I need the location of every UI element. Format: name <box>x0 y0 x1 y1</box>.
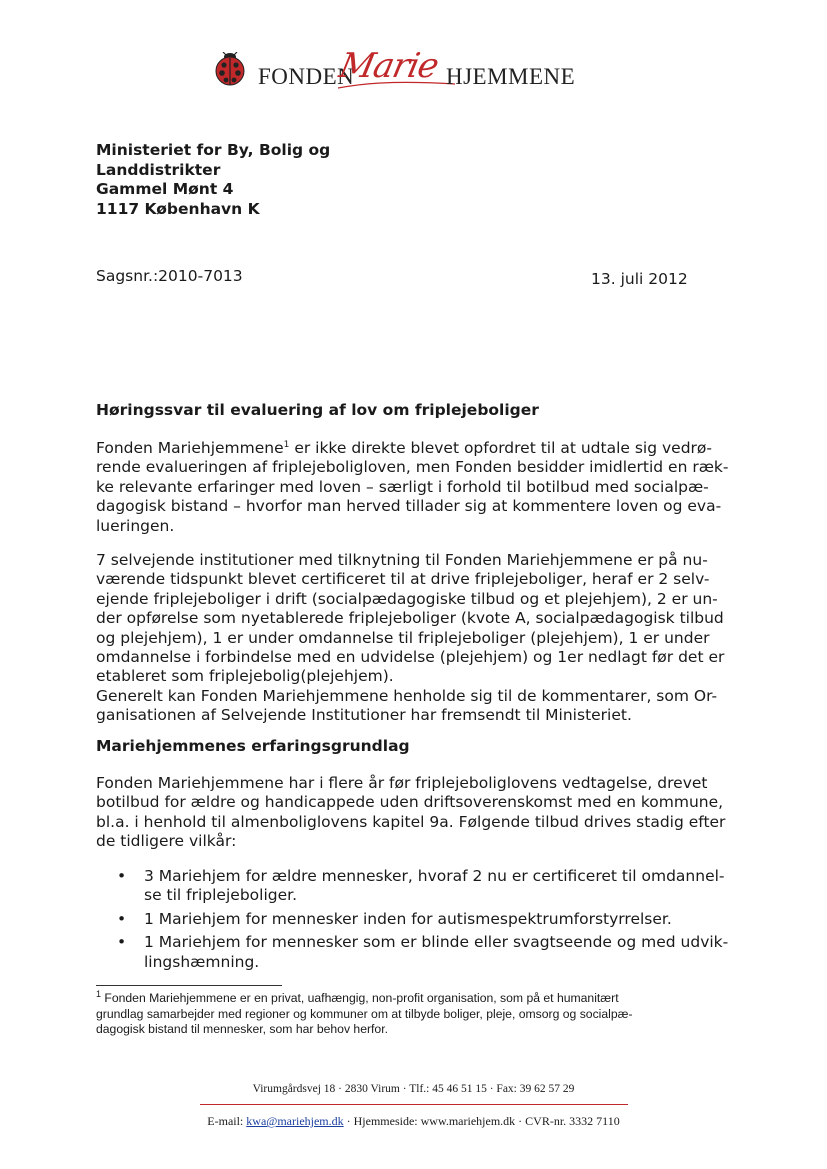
bullet-icon: • <box>117 867 127 885</box>
text-line: 7 selvejende institutioner med tilknytning til Fonden Mariehjemmene er på nu- <box>96 551 708 569</box>
text-line: 3 Mariehjem for ældre mennesker, hvoraf 2 nu er certificeret til omdannel- <box>144 867 725 885</box>
text-line: og plejehjem), 1 er under omdannelse til friplejeboliger (plejehjem), 1 er under <box>96 628 710 647</box>
text-line: ganisationen af Selvejende Institutioner har fremsendt til Ministeriet. <box>96 706 632 725</box>
recipient-address <box>96 141 330 219</box>
text-line: se til friplejeboliger. <box>144 886 298 905</box>
document-title: Høringssvar til evaluering af lov om friplejeboliger <box>96 401 539 419</box>
footnote-number: 1 <box>96 988 102 999</box>
address-line: Landdistrikter <box>96 160 221 179</box>
footnote <box>96 988 726 1038</box>
footer-divider <box>200 1104 628 1105</box>
list-item <box>96 867 725 906</box>
text-line: værende tidspunkt blevet certificeret til at drive friplejeboliger, heraf er 2 selv- <box>96 570 710 589</box>
contact-rest: · Hjemmeside: www.mariehjem.dk · CVR-nr. 3332 7110 <box>343 1114 620 1128</box>
text-line: 1 Mariehjem for mennesker som er blinde eller svagtseende og med udvik- <box>144 933 729 952</box>
address-line: Gammel Mønt 4 <box>96 180 234 198</box>
intro-paragraph <box>96 439 729 536</box>
experience-paragraph <box>96 774 726 852</box>
institutions-paragraph <box>96 551 725 726</box>
case-number: Sagsnr.:2010-7013 <box>96 267 243 285</box>
contact-details <box>0 1114 827 1129</box>
text-line: Fonden Mariehjemmene har i flere år før friplejeboliglovens vedtagelse, drevet <box>96 774 708 792</box>
text-line: grundlag samarbejder med regioner og kommuner om at tilbyde boliger, pleje, omsorg og socialpæ- <box>96 1006 633 1021</box>
ladybug-logo-icon <box>213 52 247 86</box>
bullet-icon: • <box>117 909 127 928</box>
text-line: bl.a. i henhold til almenboliglovens kapitel 9a. Følgende tilbud drives stadig efter <box>96 812 726 831</box>
offers-list <box>96 867 729 976</box>
section-heading: Mariehjemmenes erfaringsgrundlag <box>96 737 410 755</box>
text-line: omdannelse i forbindelse med en udvidelse (plejehjem) og 1er nedlagt før det er <box>96 648 725 667</box>
address-line: Ministeriet for By, Bolig og <box>96 141 331 159</box>
text-line: rende evalueringen af friplejeboligloven, men Fonden besidder imidlertid en ræk- <box>96 458 729 477</box>
address-line: 1117 København K <box>96 199 260 218</box>
letterhead-fonden: FONDEN <box>258 64 355 89</box>
text-line: Fonden Mariehjemmene$^1$ er ikke direkte blevet opfordret til at udtale sig vedrø- <box>96 439 712 457</box>
letterhead-hjemmene: HJEMMENE <box>446 64 576 89</box>
text-line: lueringen. <box>96 516 175 535</box>
text-line: ejende friplejeboliger i drift (socialpædagogiske tilbud og et plejehjem), 2 er un- <box>96 589 718 608</box>
text-line: $^1$ Fonden Mariehjemmene er en privat, uafhængig, non-profit organisation, som på et humanitært <box>96 988 619 1005</box>
letter-date: 13. juli 2012 <box>591 270 688 288</box>
text-line: dagogisk bistand til mennesker, som har behov herfor. <box>96 1022 388 1037</box>
text-line: Generelt kan Fonden Mariehjemmene henholde sig til de kommentarer, som Or- <box>96 686 718 705</box>
list-item <box>96 910 722 929</box>
text-line: de tidligere vilkår: <box>96 832 237 851</box>
text-line: etableret som friplejebolig(plejehjem). <box>96 667 394 686</box>
bullet-icon: • <box>117 933 127 952</box>
text-line: dagogisk bistand – hvorfor man herved tillader sig at kommentere loven og eva- <box>96 497 722 516</box>
contact-address: Virumgårdsvej 18 · 2830 Virum · Tlf.: 45 46 51 15 · Fax: 39 62 57 29 <box>252 1083 575 1095</box>
text-line: 1 Mariehjem for mennesker inden for autismespektrumforstyrrelser. <box>144 909 672 928</box>
letterhead-marie-script: Marie <box>335 46 442 86</box>
email-label: E-mail: <box>207 1114 247 1128</box>
list-item <box>96 933 729 972</box>
footnote-divider <box>96 985 282 986</box>
text-line: lingshæmning. <box>144 952 260 971</box>
text-line: ke relevante erfaringer med loven – særligt i forhold til botilbud med socialpæ- <box>96 477 709 496</box>
text-line: der opførelse som nyetablerede friplejeboliger (kvote A, socialpædagogisk tilbud <box>96 609 724 628</box>
text-line: botilbud for ældre og handicappede uden driftsoverenskomst med en kommune, <box>96 793 724 812</box>
letterhead <box>0 44 827 104</box>
email-link[interactable]: kwa@mariehjem.dk <box>246 1114 344 1128</box>
footnote-reference[interactable]: 1 <box>283 439 290 450</box>
